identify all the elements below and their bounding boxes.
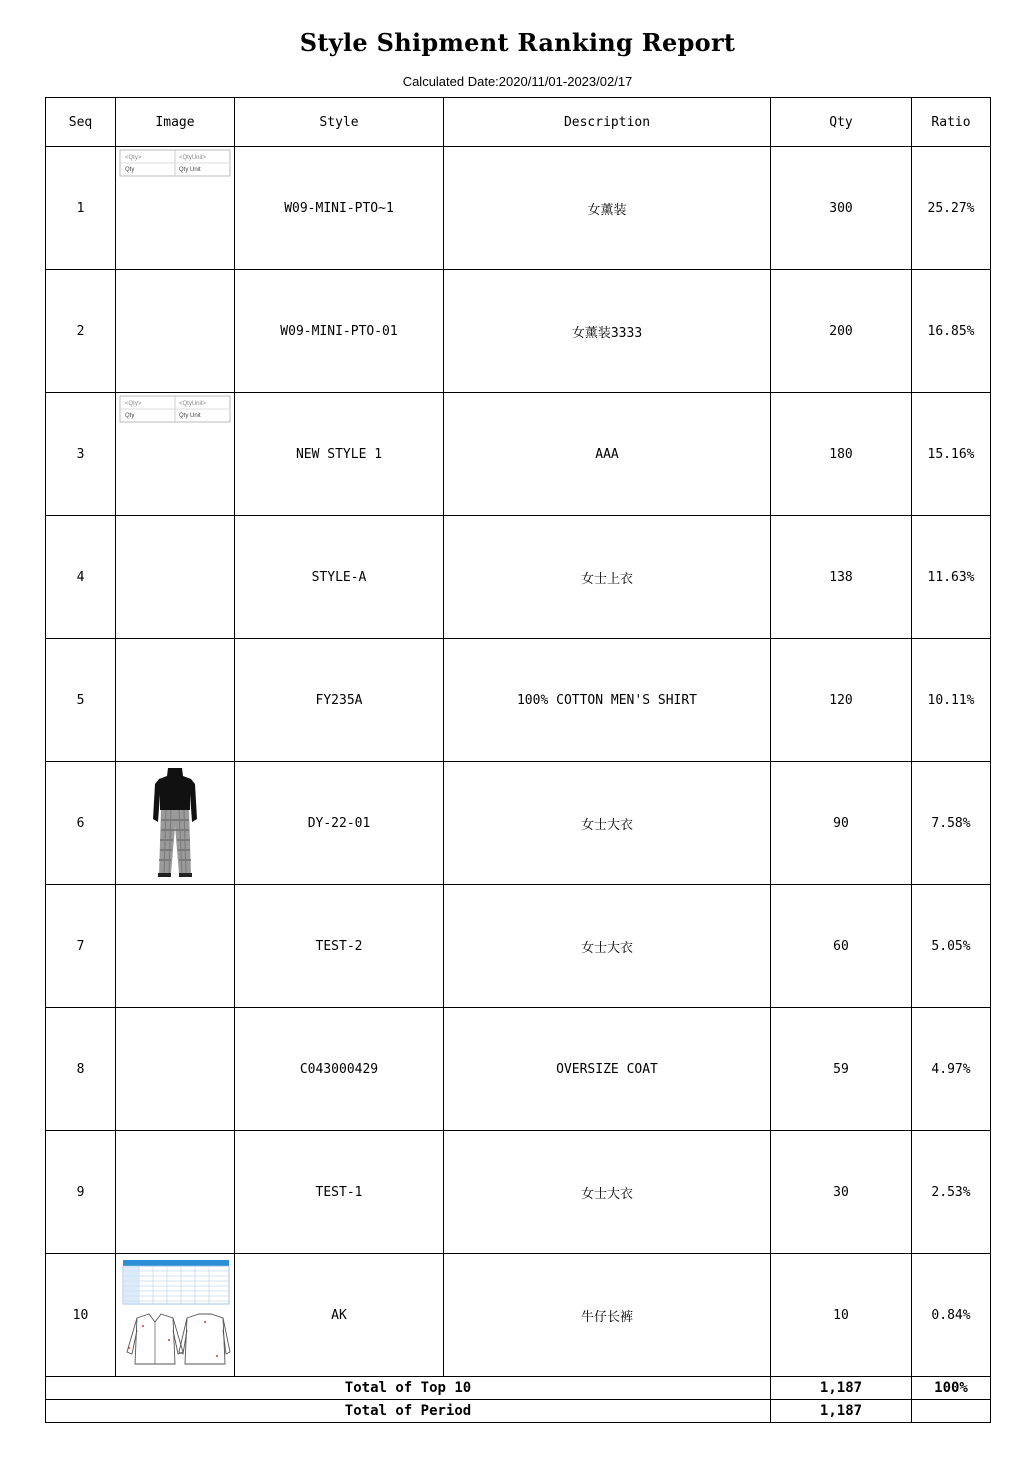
ratio-cell: 10.11% bbox=[912, 639, 991, 762]
total-top-ratio: 100% bbox=[912, 1377, 991, 1400]
qty-cell: 138 bbox=[771, 516, 912, 639]
image-cell bbox=[116, 516, 235, 639]
qty-cell: 120 bbox=[771, 639, 912, 762]
style-cell: FY235A bbox=[235, 639, 444, 762]
seq-cell: 3 bbox=[46, 393, 116, 516]
header-image: Image bbox=[116, 98, 235, 147]
style-cell: W09-MINI-PTO-01 bbox=[235, 270, 444, 393]
qty-label-thumbnail bbox=[119, 149, 231, 177]
style-cell: C043000429 bbox=[235, 1008, 444, 1131]
qty-cell: 30 bbox=[771, 1131, 912, 1254]
ratio-cell: 0.84% bbox=[912, 1254, 991, 1377]
header-seq: Seq bbox=[46, 98, 116, 147]
total-top-label: Total of Top 10 bbox=[46, 1377, 771, 1400]
table-row bbox=[46, 393, 991, 516]
description-cell: 女士上衣 bbox=[444, 516, 771, 639]
description-cell: AAA bbox=[444, 393, 771, 516]
description-cell: 女薰装3333 bbox=[444, 270, 771, 393]
ratio-cell: 16.85% bbox=[912, 270, 991, 393]
style-cell: AK bbox=[235, 1254, 444, 1377]
image-cell bbox=[116, 885, 235, 1008]
image-cell bbox=[116, 1254, 235, 1377]
qty-unit-text: Qty Unit bbox=[179, 167, 201, 173]
qty-tag-text: <Qty> bbox=[125, 401, 142, 407]
ratio-cell: 11.63% bbox=[912, 516, 991, 639]
description-cell: 100% COTTON MEN'S SHIRT bbox=[444, 639, 771, 762]
header-style: Style bbox=[235, 98, 444, 147]
style-cell: STYLE-A bbox=[235, 516, 444, 639]
seq-cell: 4 bbox=[46, 516, 116, 639]
total-period-ratio bbox=[912, 1400, 991, 1423]
seq-cell: 2 bbox=[46, 270, 116, 393]
total-period-row bbox=[46, 1400, 991, 1423]
table-row bbox=[46, 1254, 991, 1377]
calculated-date: Calculated Date:2020/11/01-2023/02/17 bbox=[402, 74, 633, 89]
qty-unit-text: Qty Unit bbox=[179, 413, 201, 419]
total-period-label: Total of Period bbox=[46, 1400, 771, 1423]
image-cell bbox=[116, 1131, 235, 1254]
qty-cell: 10 bbox=[771, 1254, 912, 1377]
report-title: Style Shipment Ranking Report bbox=[299, 28, 736, 57]
outfit-photo bbox=[135, 764, 215, 880]
ranking-table bbox=[45, 97, 991, 1423]
ratio-cell: 2.53% bbox=[912, 1131, 991, 1254]
table-row bbox=[46, 1008, 991, 1131]
image-cell bbox=[116, 393, 235, 516]
style-cell: DY-22-01 bbox=[235, 762, 444, 885]
ratio-cell: 25.27% bbox=[912, 147, 991, 270]
seq-cell: 6 bbox=[46, 762, 116, 885]
total-top-row bbox=[46, 1377, 991, 1400]
style-cell: TEST-2 bbox=[235, 885, 444, 1008]
qty-cell: 200 bbox=[771, 270, 912, 393]
total-top-qty: 1,187 bbox=[771, 1377, 912, 1400]
seq-cell: 5 bbox=[46, 639, 116, 762]
style-cell: NEW STYLE 1 bbox=[235, 393, 444, 516]
table-row bbox=[46, 885, 991, 1008]
table-row bbox=[46, 516, 991, 639]
table-header bbox=[46, 98, 991, 147]
ratio-cell: 15.16% bbox=[912, 393, 991, 516]
table-row bbox=[46, 762, 991, 885]
seq-cell: 7 bbox=[46, 885, 116, 1008]
description-cell: 女士大衣 bbox=[444, 762, 771, 885]
image-cell bbox=[116, 762, 235, 885]
seq-cell: 9 bbox=[46, 1131, 116, 1254]
image-cell bbox=[116, 147, 235, 270]
qty-cell: 60 bbox=[771, 885, 912, 1008]
table-row bbox=[46, 639, 991, 762]
seq-cell: 8 bbox=[46, 1008, 116, 1131]
qty-tag-text: <Qty> bbox=[125, 155, 142, 161]
qty-text: Qty bbox=[125, 167, 135, 173]
qty-cell: 180 bbox=[771, 393, 912, 516]
description-cell: 女士大衣 bbox=[444, 885, 771, 1008]
table-row bbox=[46, 1131, 991, 1254]
description-cell: OVERSIZE COAT bbox=[444, 1008, 771, 1131]
sweater-spec-sheet bbox=[119, 1256, 231, 1374]
header-ratio: Ratio bbox=[912, 98, 991, 147]
description-cell: 女士大衣 bbox=[444, 1131, 771, 1254]
ratio-cell: 4.97% bbox=[912, 1008, 991, 1131]
image-cell bbox=[116, 639, 235, 762]
style-cell: W09-MINI-PTO~1 bbox=[235, 147, 444, 270]
ratio-cell: 5.05% bbox=[912, 885, 991, 1008]
qty-unit-tag-text: <QtyUnit> bbox=[179, 401, 207, 407]
ratio-cell: 7.58% bbox=[912, 762, 991, 885]
seq-cell: 10 bbox=[46, 1254, 116, 1377]
image-cell bbox=[116, 270, 235, 393]
description-cell: 牛仔长裤 bbox=[444, 1254, 771, 1377]
table-row bbox=[46, 270, 991, 393]
header-description: Description bbox=[444, 98, 771, 147]
table-row bbox=[46, 147, 991, 270]
qty-cell: 90 bbox=[771, 762, 912, 885]
qty-unit-tag-text: <QtyUnit> bbox=[179, 155, 207, 161]
qty-cell: 300 bbox=[771, 147, 912, 270]
qty-label-thumbnail bbox=[119, 395, 231, 423]
style-cell: TEST-1 bbox=[235, 1131, 444, 1254]
seq-cell: 1 bbox=[46, 147, 116, 270]
qty-cell: 59 bbox=[771, 1008, 912, 1131]
total-period-qty: 1,187 bbox=[771, 1400, 912, 1423]
description-cell: 女薰装 bbox=[444, 147, 771, 270]
image-cell bbox=[116, 1008, 235, 1131]
qty-text: Qty bbox=[125, 413, 135, 419]
header-qty: Qty bbox=[771, 98, 912, 147]
